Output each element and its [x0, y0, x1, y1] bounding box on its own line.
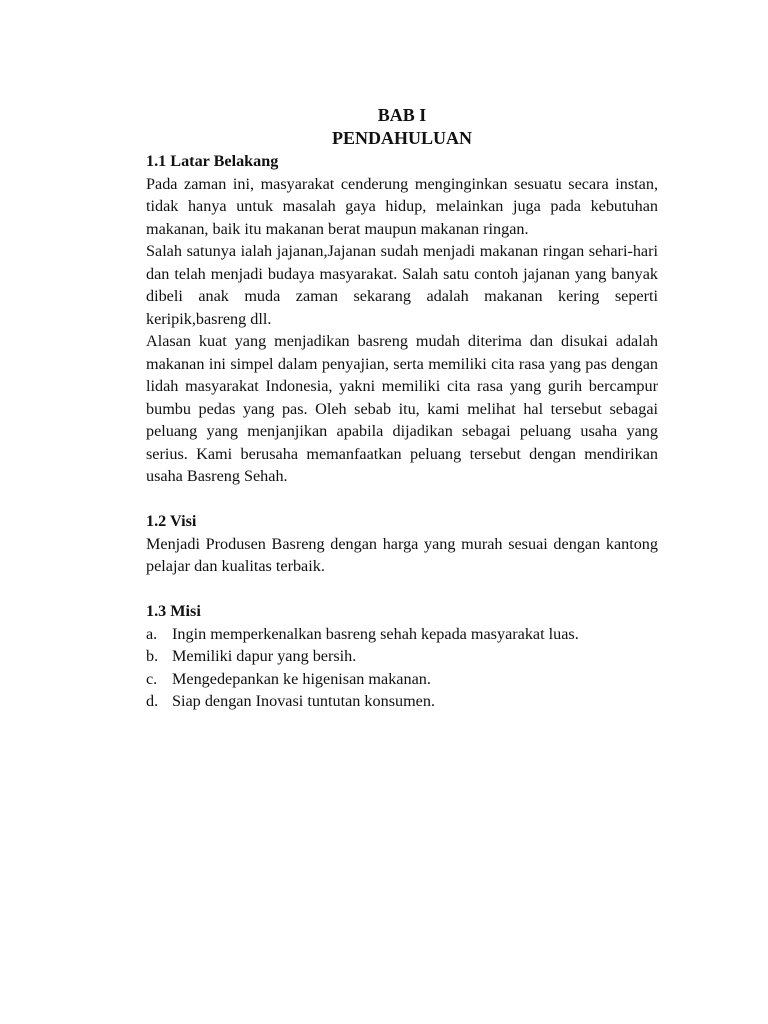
section-misi [146, 600, 658, 713]
list-item-text: Mengedepankan ke higenisan makanan. [172, 669, 431, 688]
list-item-text: Ingin memperkenalkan basreng sehah kepada masyarakat luas. [172, 624, 579, 643]
chapter-title: PENDAHULUAN [331, 128, 472, 148]
paragraph: Salah satunya ialah jajanan,Jajanan sudah menjadi makanan ringan sehari-hari dan telah menjadi budaya masyarakat. Salah satu contoh jajanan yang banyak dibeli anak muda zaman sekarang adalah makanan kering seperti keripik,basreng dll. [146, 242, 658, 328]
list-item [146, 668, 658, 691]
misi-list [146, 623, 658, 713]
list-item-text: Siap dengan Inovasi tuntutan konsumen. [172, 692, 436, 710]
list-item [146, 690, 658, 713]
visi-text: Menjadi Produsen Basreng dengan harga yang murah sesuai dengan kantong pelajar dan kualitas terbaik. [146, 534, 658, 575]
section-heading-misi: 1.3 Misi [146, 602, 201, 620]
spacer [146, 488, 658, 511]
paragraph: Pada zaman ini, masyarakat cenderung menginginkan sesuatu secara instan, tidak hanya untuk masalah gaya hidup, melainkan juga pada kebutuhan makanan, baik itu makanan berat maupun makanan ringan. [146, 174, 658, 238]
paragraph: Alasan kuat yang menjadikan basreng mudah diterima dan disukai adalah makanan ini simpel dalam penyajian, serta memiliki cita rasa yang pas dengan lidah masyarakat Indonesia, yakni memiliki cita rasa yang gurih bercampur bumbu pedas yang pas. Oleh sebab itu, kami melihat hal tersebut sebagai peluang yang menjanjikan apabila dijadikan sebagai peluang usaha yang serius. Kami berusaha memanfaatkan peluang tersebut dengan mendirikan usaha Basreng Sehah. [146, 332, 658, 485]
list-marker: c. [146, 669, 158, 688]
section-latar-belakang [146, 150, 658, 488]
list-marker: a. [146, 624, 158, 643]
list-item-text: Memiliki dapur yang bersih. [172, 647, 357, 665]
list-marker: b. [146, 647, 159, 665]
section-visi [146, 510, 658, 578]
chapter-number: BAB I [377, 105, 427, 125]
section-heading-visi: 1.2 Visi [146, 512, 197, 530]
list-item [146, 645, 658, 668]
spacer [146, 578, 658, 601]
document-page [146, 100, 658, 713]
list-item [146, 623, 658, 646]
section-heading-latar-belakang: 1.1 Latar Belakang [146, 152, 279, 170]
list-marker: d. [146, 692, 159, 710]
